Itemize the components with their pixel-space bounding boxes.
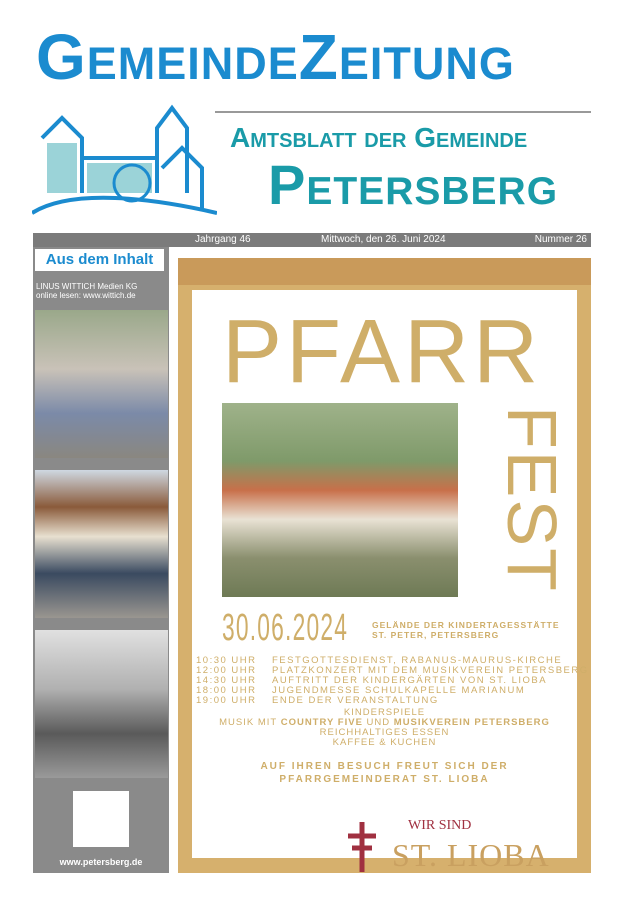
thanks-line: PFARRGEMEINDERAT ST. LIOBA [279, 774, 490, 785]
castle-logo-icon [32, 98, 217, 218]
time: 12:00 UHR [196, 665, 257, 676]
venue-line: GELÄNDE DER KINDERTAGESSTÄTTE [372, 620, 560, 630]
time: 10:30 UHR [196, 655, 257, 666]
event: ENDE DER VERANSTALTUNG [272, 695, 439, 706]
photo-group-children [35, 310, 168, 458]
text: UND [362, 717, 394, 728]
contents-heading: Aus dem Inhalt [35, 249, 164, 271]
volume: Jahrgang 46 [195, 234, 251, 245]
logo-st-lioba: ST. LIOBA [392, 837, 550, 873]
masthead-subtitle: Amtsblatt der Gemeinde [230, 122, 528, 153]
event-date: 30.06.2024 [222, 607, 349, 649]
municipality-name: Petersberg [268, 153, 559, 216]
event: FESTGOTTESDIENST, RABANUS-MAURUS-KIRCHE [272, 655, 563, 666]
band: MUSIKVEREIN PETERSBERG [393, 717, 550, 728]
poster-content [192, 290, 589, 873]
extra-line: REICHHALTIGES ESSEN [319, 727, 450, 738]
sidebar [33, 247, 169, 873]
schedule [196, 656, 589, 706]
logo-wir-sind: WIR SIND [408, 818, 472, 833]
pfarrfest-poster [178, 258, 591, 873]
thanks-line: AUF IHREN BESUCH FREUT SICH DER [260, 761, 509, 772]
event: JUGENDMESSE SCHULKAPELLE MARIANUM [272, 685, 526, 696]
extra-line: KINDERSPIELE [343, 707, 426, 718]
online-link[interactable]: online lesen: www.wittich.de [36, 291, 136, 300]
event: PLATZKONZERT MIT DEM MUSIKVEREIN PETERSBERG [272, 665, 589, 676]
publisher: LINUS WITTICH Medien KG [36, 282, 138, 291]
text: MUSIK MIT [219, 717, 281, 728]
event: AUFTRITT DER KINDERGÄRTEN VON ST. LIOBA [272, 675, 548, 686]
cross-icon [342, 820, 382, 874]
time: 14:30 UHR [196, 675, 257, 686]
poster-top-band [178, 258, 591, 285]
church-photo [222, 403, 458, 597]
extra-line: KAFFEE & KUCHEN [332, 737, 437, 748]
qr-code-icon[interactable] [73, 791, 129, 847]
time: 19:00 UHR [196, 695, 257, 706]
event-venue [372, 620, 560, 640]
time: 18:00 UHR [196, 685, 257, 696]
photo-historic [35, 630, 168, 778]
thanks-text [192, 760, 577, 786]
band: COUNTRY FIVE [280, 717, 363, 728]
schedule-row [196, 696, 589, 706]
issue-date: Mittwoch, den 26. Juni 2024 [321, 234, 446, 245]
venue-line: ST. PETER, PETERSBERG [372, 630, 500, 640]
extras [192, 708, 577, 748]
issue-number: Nummer 26 [534, 234, 587, 245]
header-divider [215, 111, 591, 113]
issue-info-bar [33, 233, 591, 247]
masthead-title: GemeindeZeitung [36, 21, 515, 93]
poster-title-fest: FEST [493, 406, 571, 593]
website-link[interactable]: www.petersberg.de [59, 857, 143, 867]
photo-cyclists [35, 470, 168, 618]
poster-title-pfarr: PFARR [222, 302, 543, 402]
